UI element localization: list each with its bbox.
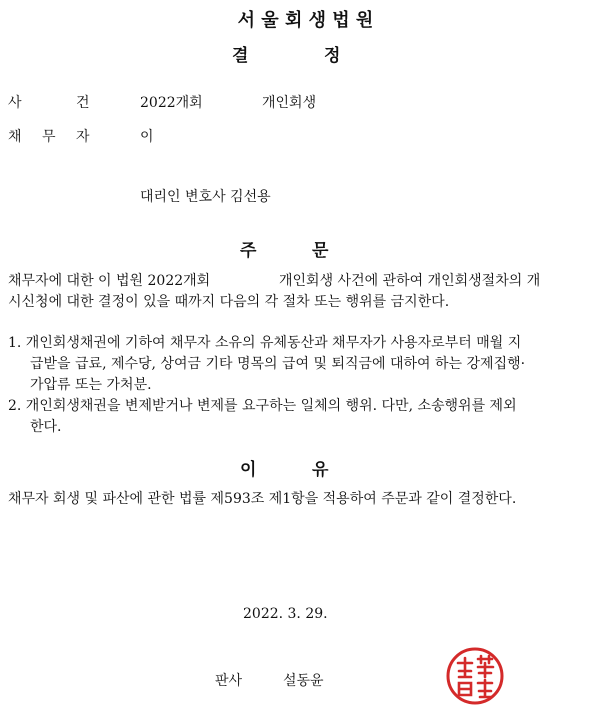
judge-seal-icon [446,647,504,705]
order-item-2-line-1: 2. 개인회생채권을 변제받거나 변제를 요구하는 일체의 행위. 다만, 소송행위를 제외 [8,398,517,414]
doc-type-char-2: 정 [324,46,341,66]
debtor-label-char-2: 무 [42,129,56,145]
case-label-char-1: 사 [8,95,22,111]
case-type: 개인회생 [262,95,317,111]
decision-date: 2022. 3. 29. [243,606,328,622]
doc-type-char-1: 결 [232,46,249,66]
debtor-label-char-1: 채 [8,129,22,145]
order-item-1-line-3: 가압류 또는 가처분. [30,377,152,393]
debtor-name: 이 [140,129,154,145]
case-label-char-2: 건 [76,95,90,111]
order-intro-line-2: 시신청에 대한 결정이 있을 때까지 다음의 각 절차 또는 행위를 금지한다. [8,294,450,310]
order-item-1-line-2: 급받을 급료, 제수당, 상여금 기타 명목의 급여 및 퇴직금에 대하여 하는 강제집행· [30,356,526,372]
reason-heading-char-2: 유 [312,460,329,480]
debtor-label-char-3: 자 [76,129,90,145]
reason-heading-char-1: 이 [240,460,257,480]
judge-title: 판사 [215,673,243,689]
order-intro-line-1b: 개인회생 사건에 관하여 개인회생절차의 개 [279,273,541,289]
judge-name: 설동윤 [283,673,324,689]
order-item-1-line-1: 1. 개인회생채권에 기하여 채무자 소유의 유체동산과 채무자가 사용자로부터 매월 지 [8,335,522,351]
court-name: 서 울 회 생 법 원 [237,10,374,31]
order-heading-char-2: 문 [312,241,329,261]
case-number: 2022개회 [140,95,203,111]
order-intro-line-1a: 채무자에 대한 이 법원 2022개회 [8,273,211,289]
order-heading-char-1: 주 [240,241,257,261]
debtor-agent: 대리인 변호사 김선용 [140,189,271,205]
reason-text: 채무자 회생 및 파산에 관한 법률 제593조 제1항을 적용하여 주문과 같이 결정한다. [8,491,517,507]
order-item-2-line-2: 한다. [30,419,62,435]
